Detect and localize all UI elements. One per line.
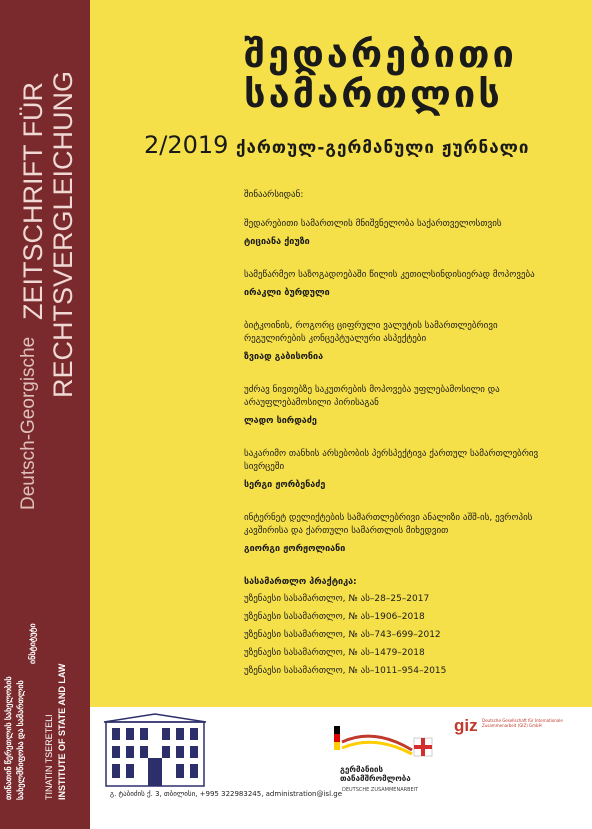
practice-row: უზენაესი სასამართლო, № ას–1011–954–2015 — [244, 666, 447, 676]
article-title: სამეწარმეო საზოგადოებაში წილის კეთილსინდისიერად მოპოვება — [244, 270, 535, 280]
practice-row: უზენაესი სასამართლო, № ას–1906–2018 — [244, 612, 425, 622]
practice-heading: სასამართლო პრაქტიკა: — [244, 577, 357, 587]
article-title: საკარიმო თანხის არსებობის პერსპექტივა ქართულ სამართლებრივ — [244, 449, 539, 459]
list-item — [244, 384, 584, 428]
institute-ka-line2: სახელმწიფოსა და სამართლის — [16, 680, 25, 800]
giz-sub-label: Deutsche Gesellschaft für Internationale Zusammenarbeit (GIZ) GmbH — [482, 718, 563, 728]
article-title-cont: არაუფლებამოსილი პირისაგან — [244, 398, 379, 408]
article-title-cont: სივრცეში — [244, 462, 285, 472]
institute-en-line1: TINATIN TSERETELI — [44, 714, 54, 800]
title-line1: შედარებითი — [244, 32, 517, 76]
article-author: გიორგი ჟორჟოლიანი — [244, 544, 346, 554]
de-logo-line1: გერმანიის — [340, 765, 384, 774]
institute-en-line2: INSTITUTE OF STATE AND LAW — [57, 663, 67, 800]
article-author: ტიციანა ქიუზი — [244, 237, 310, 247]
article-title-cont: რეგულირების კონცეპტუალური ასპექტები — [244, 334, 427, 344]
german-cooperation-logo-icon — [334, 722, 434, 764]
list-item — [244, 320, 584, 364]
institute-ka-line3: ინსტიტუტი — [28, 623, 37, 664]
article-title: ინტერნეტ დელიქტების სამართლებრივი ანალიზი აშშ-ის, ევროპის — [244, 513, 533, 523]
contents-heading: შინაარსიდან: — [244, 190, 304, 200]
article-author: ირაკლი ბურდული — [244, 288, 330, 298]
de-logo-line2: თანამშრომლობა — [340, 774, 411, 783]
journal-subtitle: ქართულ-გერმანული ჟურნალი — [236, 138, 530, 158]
german-cooperation-sub: DEUTSCHE ZUSAMMENARBEIT — [342, 787, 419, 793]
institute-building-icon — [100, 712, 210, 788]
article-title: ბიტკოინის, როგორც ციფრული ვალუტის სამართლებრივი — [244, 321, 498, 331]
article-title: უძრავ ნივთებზე საკუთრების მოპოვება უფლებამოსილი და — [244, 385, 500, 395]
spine-rechtsvergleichung: RECHTSVERGLEICHUNG — [48, 70, 78, 398]
spine-zeitschrift: ZEITSCHRIFT FÜR — [18, 82, 48, 320]
issue-number: 2/2019 — [144, 131, 229, 159]
article-title-cont: კავშირისა და ქართული სამართლის მიხედვით — [244, 526, 449, 536]
german-cooperation-label — [340, 765, 411, 783]
journal-title — [244, 34, 517, 114]
article-author: ლადო სირდაძე — [244, 416, 317, 426]
spine-band — [0, 0, 90, 829]
practice-row: უზენაესი სასამართლო, № ას–1479–2018 — [244, 648, 425, 658]
list-item — [244, 218, 584, 249]
list-item — [244, 448, 584, 492]
practice-row: უზენაესი სასამართლო, № ას–743–699–2012 — [244, 630, 441, 640]
list-item — [244, 269, 584, 300]
table-of-contents — [244, 189, 584, 683]
article-title: შედარებითი სამართლის მნიშვნელობა საქართველოსთვის — [244, 219, 502, 229]
title-line2: სამართლის — [244, 72, 503, 116]
giz-logo: giz — [454, 716, 478, 735]
spine-deutsch-georgische: Deutsch-Georgische — [18, 336, 39, 510]
practice-row: უზენაესი სასამართლო, № ას–28–25–2017 — [244, 594, 430, 604]
article-author: ზვიად გაბისონია — [244, 352, 324, 362]
list-item — [244, 512, 584, 556]
article-author: სერგი ჟორბენაძე — [244, 480, 326, 490]
address-line: გ. ტაბიძის ქ. 3, თბილისი, +995 322983245, administration@isl.ge — [110, 790, 343, 798]
institute-ka-line1: თინათინ წერეთლის სახელობის — [4, 676, 13, 800]
